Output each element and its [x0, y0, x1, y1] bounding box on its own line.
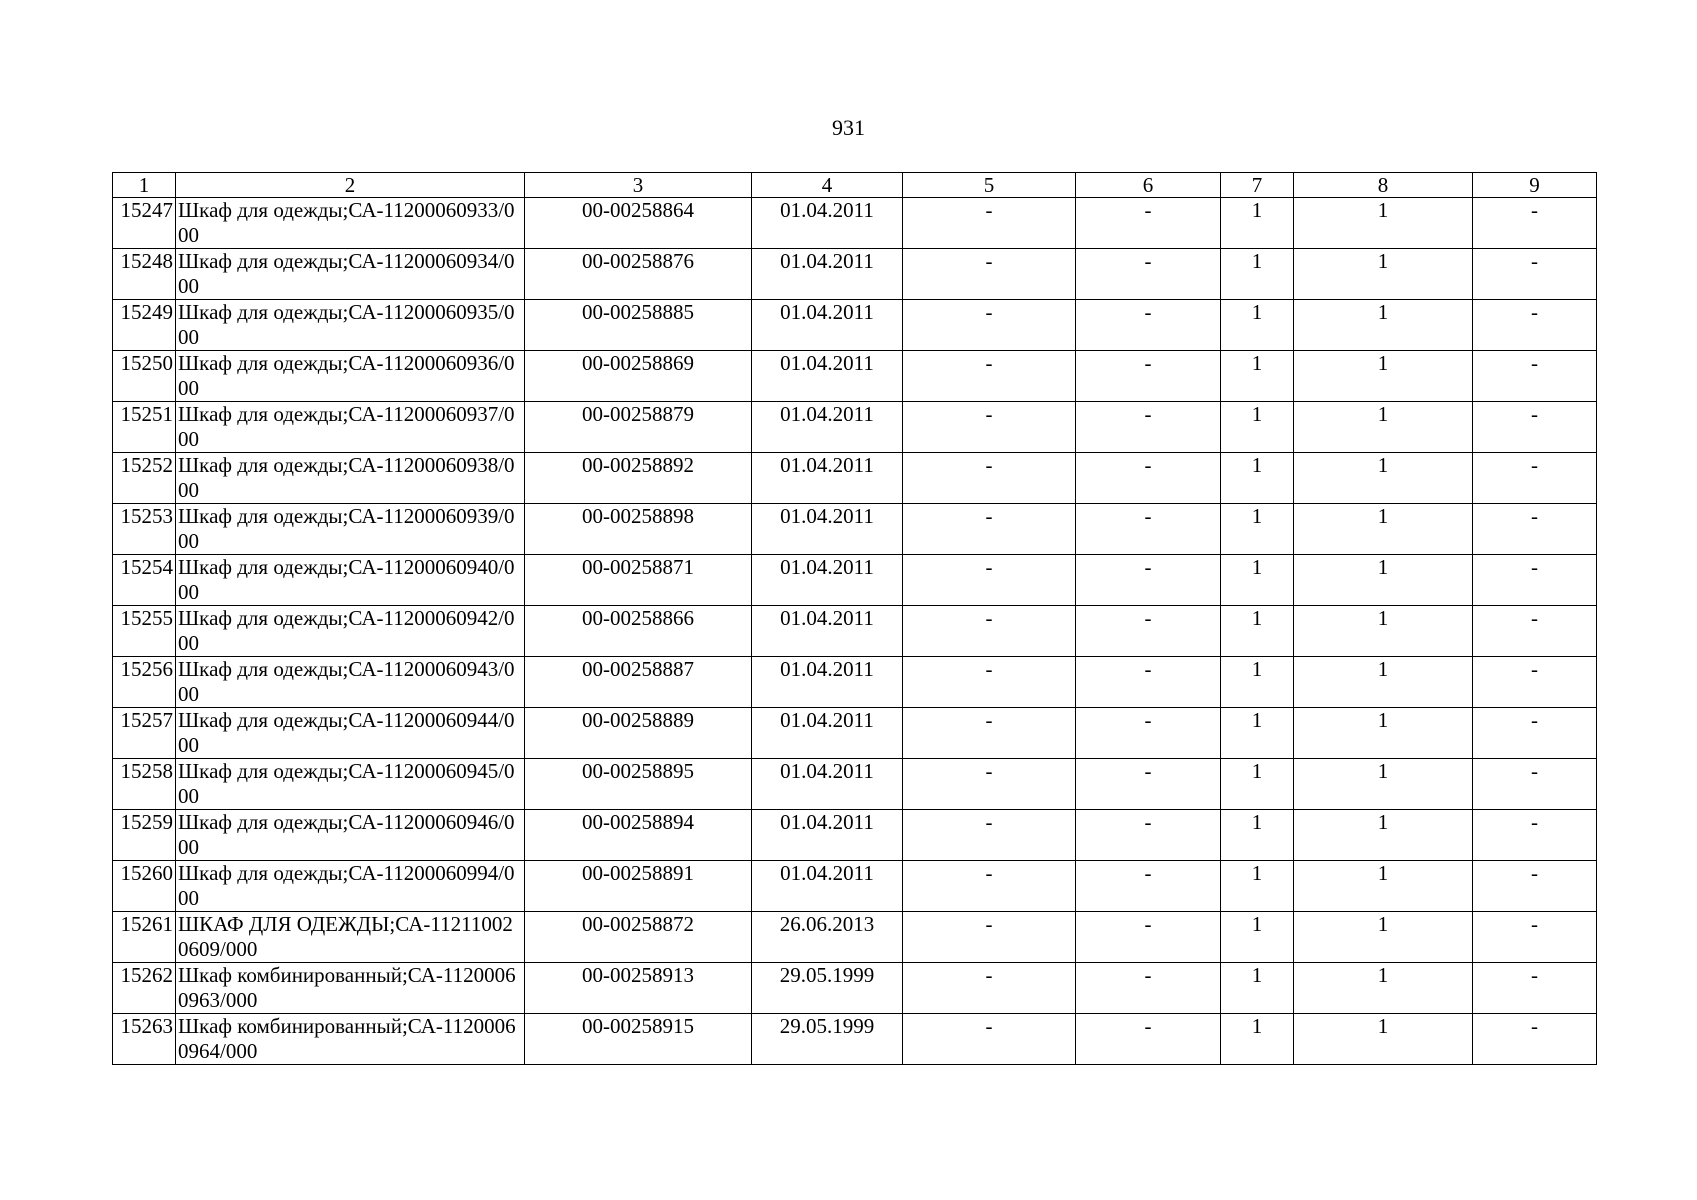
inventory-number-cell: 00-00258895: [525, 759, 752, 810]
column-8-cell: 1: [1294, 810, 1473, 861]
item-name-cell: Шкаф комбинированный;СА-11200060963/000: [176, 963, 525, 1014]
item-name-cell: Шкаф для одежды;СА-11200060940/000: [176, 555, 525, 606]
inventory-number-cell: 00-00258894: [525, 810, 752, 861]
column-7-cell: 1: [1221, 249, 1294, 300]
header-row: [113, 173, 1597, 198]
column-5-cell: -: [903, 708, 1076, 759]
row-number-cell: 15258: [113, 759, 176, 810]
item-name-cell: Шкаф для одежды;СА-11200060935/000: [176, 300, 525, 351]
column-8-cell: 1: [1294, 555, 1473, 606]
item-name-cell: Шкаф для одежды;СА-11200060994/000: [176, 861, 525, 912]
column-9-cell: -: [1473, 300, 1597, 351]
table-row: [113, 555, 1597, 606]
row-number-cell: 15255: [113, 606, 176, 657]
column-9-cell: -: [1473, 351, 1597, 402]
column-6-cell: -: [1076, 912, 1221, 963]
column-8-cell: 1: [1294, 861, 1473, 912]
date-cell: 01.04.2011: [752, 555, 903, 606]
inventory-number-cell: 00-00258887: [525, 657, 752, 708]
column-7-cell: 1: [1221, 657, 1294, 708]
column-7-cell: 1: [1221, 453, 1294, 504]
column-6-cell: -: [1076, 555, 1221, 606]
column-6-cell: -: [1076, 1014, 1221, 1065]
table-row: [113, 402, 1597, 453]
column-6-cell: -: [1076, 504, 1221, 555]
inventory-number-cell: 00-00258885: [525, 300, 752, 351]
column-9-cell: -: [1473, 963, 1597, 1014]
column-7-cell: 1: [1221, 606, 1294, 657]
item-name-cell: Шкаф для одежды;СА-11200060945/000: [176, 759, 525, 810]
inventory-number-cell: 00-00258891: [525, 861, 752, 912]
column-5-cell: -: [903, 861, 1076, 912]
item-name-cell: Шкаф для одежды;СА-11200060939/000: [176, 504, 525, 555]
column-header: 7: [1221, 173, 1294, 198]
column-7-cell: 1: [1221, 351, 1294, 402]
date-cell: 01.04.2011: [752, 810, 903, 861]
column-7-cell: 1: [1221, 912, 1294, 963]
inventory-number-cell: 00-00258879: [525, 402, 752, 453]
date-cell: 26.06.2013: [752, 912, 903, 963]
column-9-cell: -: [1473, 198, 1597, 249]
row-number-cell: 15247: [113, 198, 176, 249]
column-6-cell: -: [1076, 249, 1221, 300]
table-row: [113, 351, 1597, 402]
date-cell: 01.04.2011: [752, 606, 903, 657]
row-number-cell: 15251: [113, 402, 176, 453]
column-6-cell: -: [1076, 606, 1221, 657]
column-header: 8: [1294, 173, 1473, 198]
column-7-cell: 1: [1221, 300, 1294, 351]
table-row: [113, 708, 1597, 759]
column-8-cell: 1: [1294, 912, 1473, 963]
column-8-cell: 1: [1294, 606, 1473, 657]
inventory-number-cell: 00-00258913: [525, 963, 752, 1014]
table-row: [113, 861, 1597, 912]
date-cell: 01.04.2011: [752, 453, 903, 504]
column-6-cell: -: [1076, 810, 1221, 861]
column-9-cell: -: [1473, 810, 1597, 861]
column-header: 6: [1076, 173, 1221, 198]
column-8-cell: 1: [1294, 1014, 1473, 1065]
column-8-cell: 1: [1294, 198, 1473, 249]
column-9-cell: -: [1473, 504, 1597, 555]
column-5-cell: -: [903, 1014, 1076, 1065]
inventory-number-cell: 00-00258871: [525, 555, 752, 606]
date-cell: 01.04.2011: [752, 759, 903, 810]
row-number-cell: 15252: [113, 453, 176, 504]
column-5-cell: -: [903, 402, 1076, 453]
column-5-cell: -: [903, 300, 1076, 351]
column-6-cell: -: [1076, 657, 1221, 708]
column-9-cell: -: [1473, 453, 1597, 504]
item-name-cell: Шкаф для одежды;СА-11200060933/000: [176, 198, 525, 249]
date-cell: 01.04.2011: [752, 402, 903, 453]
column-5-cell: -: [903, 198, 1076, 249]
item-name-cell: Шкаф для одежды;СА-11200060936/000: [176, 351, 525, 402]
column-8-cell: 1: [1294, 351, 1473, 402]
table-row: [113, 963, 1597, 1014]
column-5-cell: -: [903, 504, 1076, 555]
column-8-cell: 1: [1294, 759, 1473, 810]
column-7-cell: 1: [1221, 759, 1294, 810]
column-6-cell: -: [1076, 708, 1221, 759]
row-number-cell: 15263: [113, 1014, 176, 1065]
column-header: 2: [176, 173, 525, 198]
date-cell: 01.04.2011: [752, 351, 903, 402]
date-cell: 01.04.2011: [752, 249, 903, 300]
column-8-cell: 1: [1294, 708, 1473, 759]
column-7-cell: 1: [1221, 402, 1294, 453]
table-row: [113, 912, 1597, 963]
column-9-cell: -: [1473, 1014, 1597, 1065]
column-8-cell: 1: [1294, 657, 1473, 708]
item-name-cell: Шкаф для одежды;СА-11200060944/000: [176, 708, 525, 759]
column-5-cell: -: [903, 759, 1076, 810]
column-8-cell: 1: [1294, 402, 1473, 453]
column-5-cell: -: [903, 453, 1076, 504]
column-header: 1: [113, 173, 176, 198]
column-5-cell: -: [903, 606, 1076, 657]
column-5-cell: -: [903, 657, 1076, 708]
date-cell: 29.05.1999: [752, 963, 903, 1014]
column-6-cell: -: [1076, 759, 1221, 810]
date-cell: 01.04.2011: [752, 504, 903, 555]
inventory-number-cell: 00-00258864: [525, 198, 752, 249]
column-6-cell: -: [1076, 402, 1221, 453]
row-number-cell: 15248: [113, 249, 176, 300]
column-6-cell: -: [1076, 861, 1221, 912]
column-7-cell: 1: [1221, 708, 1294, 759]
column-9-cell: -: [1473, 759, 1597, 810]
column-8-cell: 1: [1294, 504, 1473, 555]
column-header: 4: [752, 173, 903, 198]
inventory-number-cell: 00-00258866: [525, 606, 752, 657]
column-7-cell: 1: [1221, 1014, 1294, 1065]
register-table: [112, 172, 1597, 1065]
column-5-cell: -: [903, 249, 1076, 300]
column-6-cell: -: [1076, 300, 1221, 351]
item-name-cell: Шкаф для одежды;СА-11200060946/000: [176, 810, 525, 861]
date-cell: 29.05.1999: [752, 1014, 903, 1065]
item-name-cell: Шкаф комбинированный;СА-11200060964/000: [176, 1014, 525, 1065]
column-7-cell: 1: [1221, 198, 1294, 249]
column-9-cell: -: [1473, 912, 1597, 963]
item-name-cell: Шкаф для одежды;СА-11200060942/000: [176, 606, 525, 657]
column-6-cell: -: [1076, 453, 1221, 504]
item-name-cell: Шкаф для одежды;СА-11200060943/000: [176, 657, 525, 708]
column-8-cell: 1: [1294, 963, 1473, 1014]
table-row: [113, 657, 1597, 708]
column-9-cell: -: [1473, 249, 1597, 300]
column-5-cell: -: [903, 912, 1076, 963]
page-number: 931: [832, 115, 865, 140]
row-number-cell: 15261: [113, 912, 176, 963]
row-number-cell: 15253: [113, 504, 176, 555]
row-number-cell: 15256: [113, 657, 176, 708]
column-8-cell: 1: [1294, 249, 1473, 300]
column-9-cell: -: [1473, 402, 1597, 453]
row-number-cell: 15250: [113, 351, 176, 402]
table-row: [113, 300, 1597, 351]
column-8-cell: 1: [1294, 453, 1473, 504]
column-6-cell: -: [1076, 963, 1221, 1014]
table-row: [113, 504, 1597, 555]
row-number-cell: 15249: [113, 300, 176, 351]
table-body: [113, 198, 1597, 1065]
column-7-cell: 1: [1221, 861, 1294, 912]
item-name-cell: Шкаф для одежды;СА-11200060934/000: [176, 249, 525, 300]
table-row: [113, 1014, 1597, 1065]
column-5-cell: -: [903, 351, 1076, 402]
inventory-number-cell: 00-00258889: [525, 708, 752, 759]
column-7-cell: 1: [1221, 504, 1294, 555]
inventory-number-cell: 00-00258915: [525, 1014, 752, 1065]
date-cell: 01.04.2011: [752, 198, 903, 249]
column-header: 5: [903, 173, 1076, 198]
table-row: [113, 810, 1597, 861]
column-7-cell: 1: [1221, 555, 1294, 606]
date-cell: 01.04.2011: [752, 657, 903, 708]
table-row: [113, 453, 1597, 504]
table-row: [113, 249, 1597, 300]
table-row: [113, 759, 1597, 810]
inventory-number-cell: 00-00258872: [525, 912, 752, 963]
inventory-number-cell: 00-00258876: [525, 249, 752, 300]
column-7-cell: 1: [1221, 963, 1294, 1014]
inventory-number-cell: 00-00258892: [525, 453, 752, 504]
column-9-cell: -: [1473, 861, 1597, 912]
item-name-cell: ШКАФ ДЛЯ ОДЕЖДЫ;СА-112110020609/000: [176, 912, 525, 963]
item-name-cell: Шкаф для одежды;СА-11200060938/000: [176, 453, 525, 504]
row-number-cell: 15257: [113, 708, 176, 759]
column-5-cell: -: [903, 810, 1076, 861]
row-number-cell: 15260: [113, 861, 176, 912]
date-cell: 01.04.2011: [752, 708, 903, 759]
inventory-number-cell: 00-00258869: [525, 351, 752, 402]
column-8-cell: 1: [1294, 300, 1473, 351]
row-number-cell: 15259: [113, 810, 176, 861]
column-6-cell: -: [1076, 351, 1221, 402]
column-5-cell: -: [903, 963, 1076, 1014]
column-header: 3: [525, 173, 752, 198]
item-name-cell: Шкаф для одежды;СА-11200060937/000: [176, 402, 525, 453]
column-header: 9: [1473, 173, 1597, 198]
column-7-cell: 1: [1221, 810, 1294, 861]
table-row: [113, 198, 1597, 249]
column-9-cell: -: [1473, 708, 1597, 759]
table-row: [113, 606, 1597, 657]
column-6-cell: -: [1076, 198, 1221, 249]
column-9-cell: -: [1473, 657, 1597, 708]
column-9-cell: -: [1473, 606, 1597, 657]
column-9-cell: -: [1473, 555, 1597, 606]
row-number-cell: 15262: [113, 963, 176, 1014]
column-5-cell: -: [903, 555, 1076, 606]
inventory-number-cell: 00-00258898: [525, 504, 752, 555]
row-number-cell: 15254: [113, 555, 176, 606]
date-cell: 01.04.2011: [752, 300, 903, 351]
date-cell: 01.04.2011: [752, 861, 903, 912]
